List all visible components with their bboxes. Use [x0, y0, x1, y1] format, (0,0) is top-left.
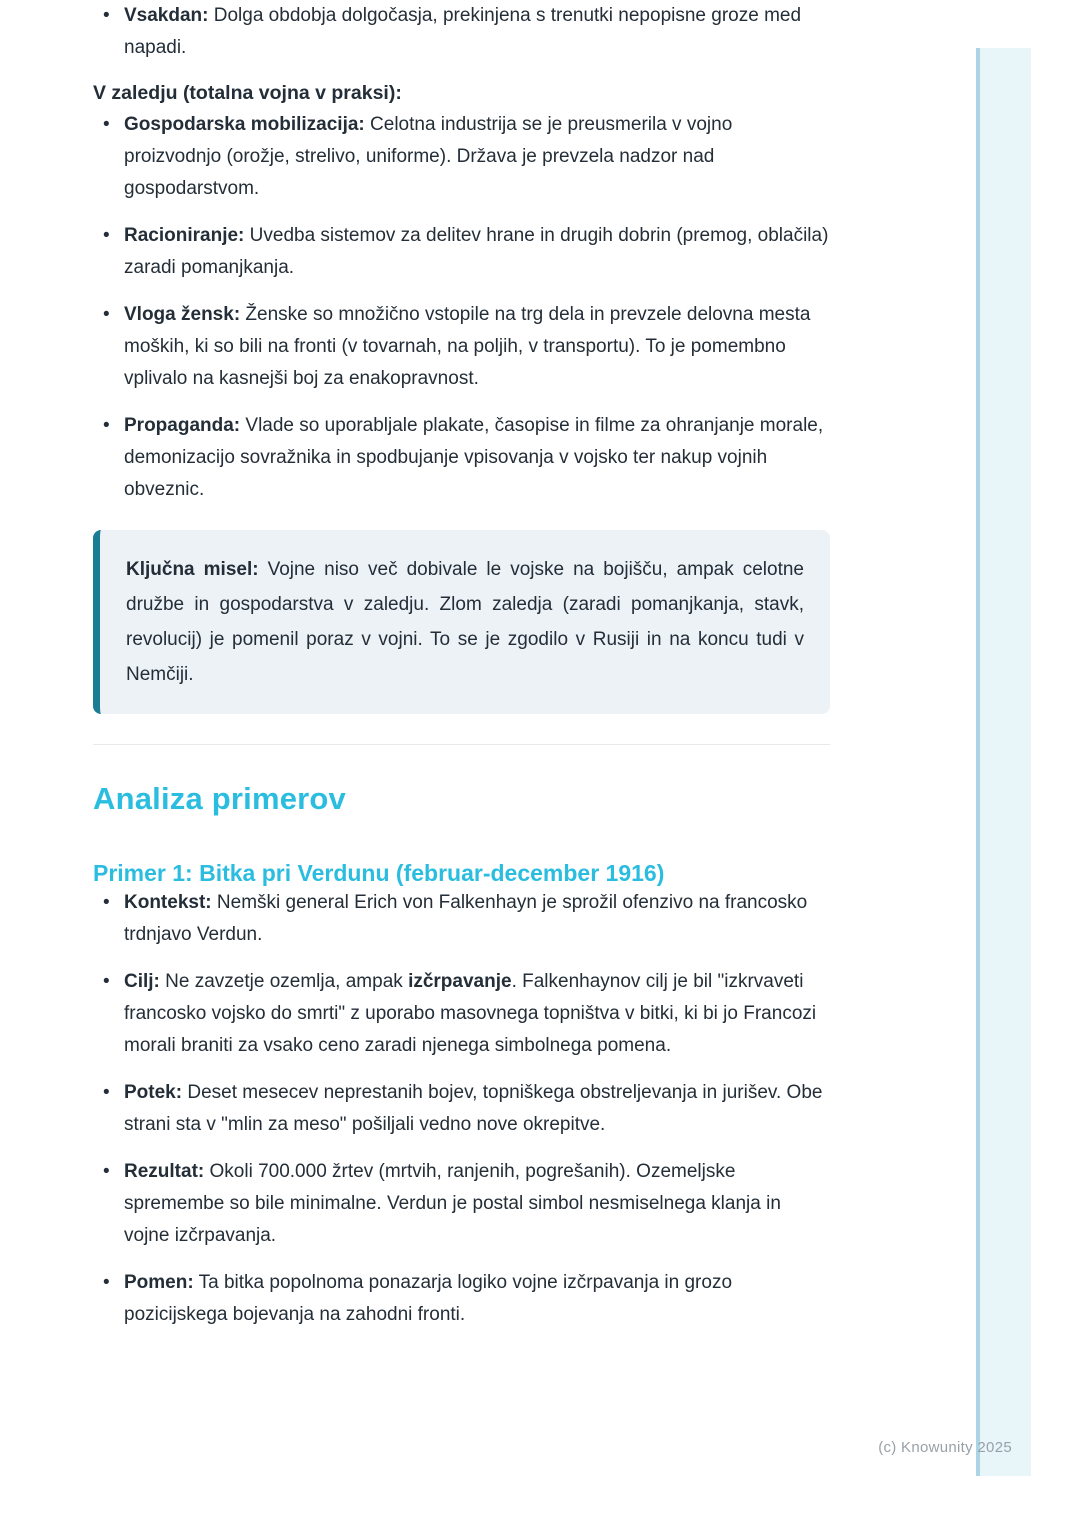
list-item: [124, 109, 830, 205]
list-item: [124, 220, 830, 284]
bold-text-run: Cilj:: [124, 971, 160, 992]
bold-text-run: Rezultat:: [124, 1161, 205, 1182]
list-item: [124, 410, 830, 506]
text-run: Uvedba sistemov za delitev hrane in drugih dobrin (premog, oblačila) zaradi pomanjkanja.: [124, 225, 829, 278]
text-run: Okoli 700.000 žrtev (mrtvih, ranjenih, pogrešanih). Ozemeljske spremembe so bile minimalne. Verdun je postal simbol nesmiselnega klanja in vojne izčrpavanja.: [124, 1161, 781, 1246]
text-run: Vlade so uporabljale plakate, časopise in filme za ohranjanje morale, demonizacijo sovražnika in spodbujanje vpisovanja v vojsko ter nakup vojnih obveznic.: [124, 415, 824, 500]
intro-bullet-list: [93, 0, 830, 64]
right-margin-stripe: [976, 48, 1031, 1476]
text-run: . Falkenhaynov cilj je bil "izkrvaveti francosko vojsko do smrti" z uporabo masovnega topništva v bitki, ki bi jo Francozi morali braniti za vsako ceno zaradi njenega simbolnega pomena.: [124, 971, 817, 1056]
page-title: Analiza primerov: [93, 781, 347, 816]
text-run: Dolga obdobja dolgočasja, prekinjena s trenutki nepopisne groze med napadi.: [124, 5, 802, 58]
list-item: [124, 1077, 830, 1141]
bold-text-run: Potek:: [124, 1082, 183, 1103]
example-1-heading: Primer 1: Bitka pri Verdunu (februar-december 1916): [93, 860, 665, 886]
bold-text-run: Ključna misel:: [126, 559, 259, 580]
list-item: [124, 887, 830, 951]
list-item: [124, 299, 830, 395]
bold-text-run: Vsakdan:: [124, 5, 209, 26]
list-item: [124, 966, 830, 1062]
list-item: [124, 0, 830, 64]
list-item: [124, 1156, 830, 1252]
bold-text-run: izčrpavanje: [408, 971, 512, 992]
verdun-bullet-list: [93, 887, 830, 1331]
text-run: Ne zavzetje ozemlja, ampak: [159, 971, 409, 992]
divider: [93, 744, 830, 745]
copyright-watermark: (c) Knowunity 2025: [878, 1439, 1012, 1456]
text-run: Celotna industrija se je preusmerila v vojno proizvodnjo (orožje, strelivo, uniforme). Država je prevzela nadzor nad gospodarstvom.: [124, 114, 733, 199]
text-run: Vojne niso več dobivale le vojske na bojišču, ampak celotne družbe in gospodarstva v zaledju. Zlom zaledja (zaradi pomanjkanja, stavk, revolucij) je pomenil poraz v vojni. To se je zgodilo v Rusiji in na koncu tudi v Nemčiji.: [126, 559, 804, 685]
text-run: Ženske so množično vstopile na trg dela in prevzele delovna mesta moških, ki so bili na fronti (v tovarnah, na poljih, v transportu). To je pomembno vplivalo na kasnejši boj za enakopravnost.: [124, 304, 811, 389]
text-run: Deset mesecev neprestanih bojev, topniškega obstreljevanja in jurišev. Obe strani sta v "mlin za meso" pošiljali vedno nove okrepitve.: [124, 1082, 823, 1135]
bold-text-run: Propaganda:: [124, 415, 241, 436]
bold-text-run: Kontekst:: [124, 892, 212, 913]
key-idea-text: [126, 552, 804, 692]
bold-text-run: Vloga žensk:: [124, 304, 241, 325]
home-front-bullet-list: [93, 109, 830, 506]
bold-text-run: Racioniranje:: [124, 225, 245, 246]
text-run: Nemški general Erich von Falkenhayn je sprožil ofenzivo na francosko trdnjavo Verdun.: [124, 892, 808, 945]
key-idea-callout: [93, 530, 830, 714]
list-item: [124, 1267, 830, 1331]
section-heading: V zaledju (totalna vojna v praksi):: [93, 82, 402, 104]
bold-text-run: Gospodarska mobilizacija:: [124, 114, 365, 135]
document-page: [93, 0, 830, 1331]
bold-text-run: Pomen:: [124, 1272, 194, 1293]
text-run: Ta bitka popolnoma ponazarja logiko vojne izčrpavanja in grozo pozicijskega bojevanja na zahodni fronti.: [124, 1272, 733, 1325]
